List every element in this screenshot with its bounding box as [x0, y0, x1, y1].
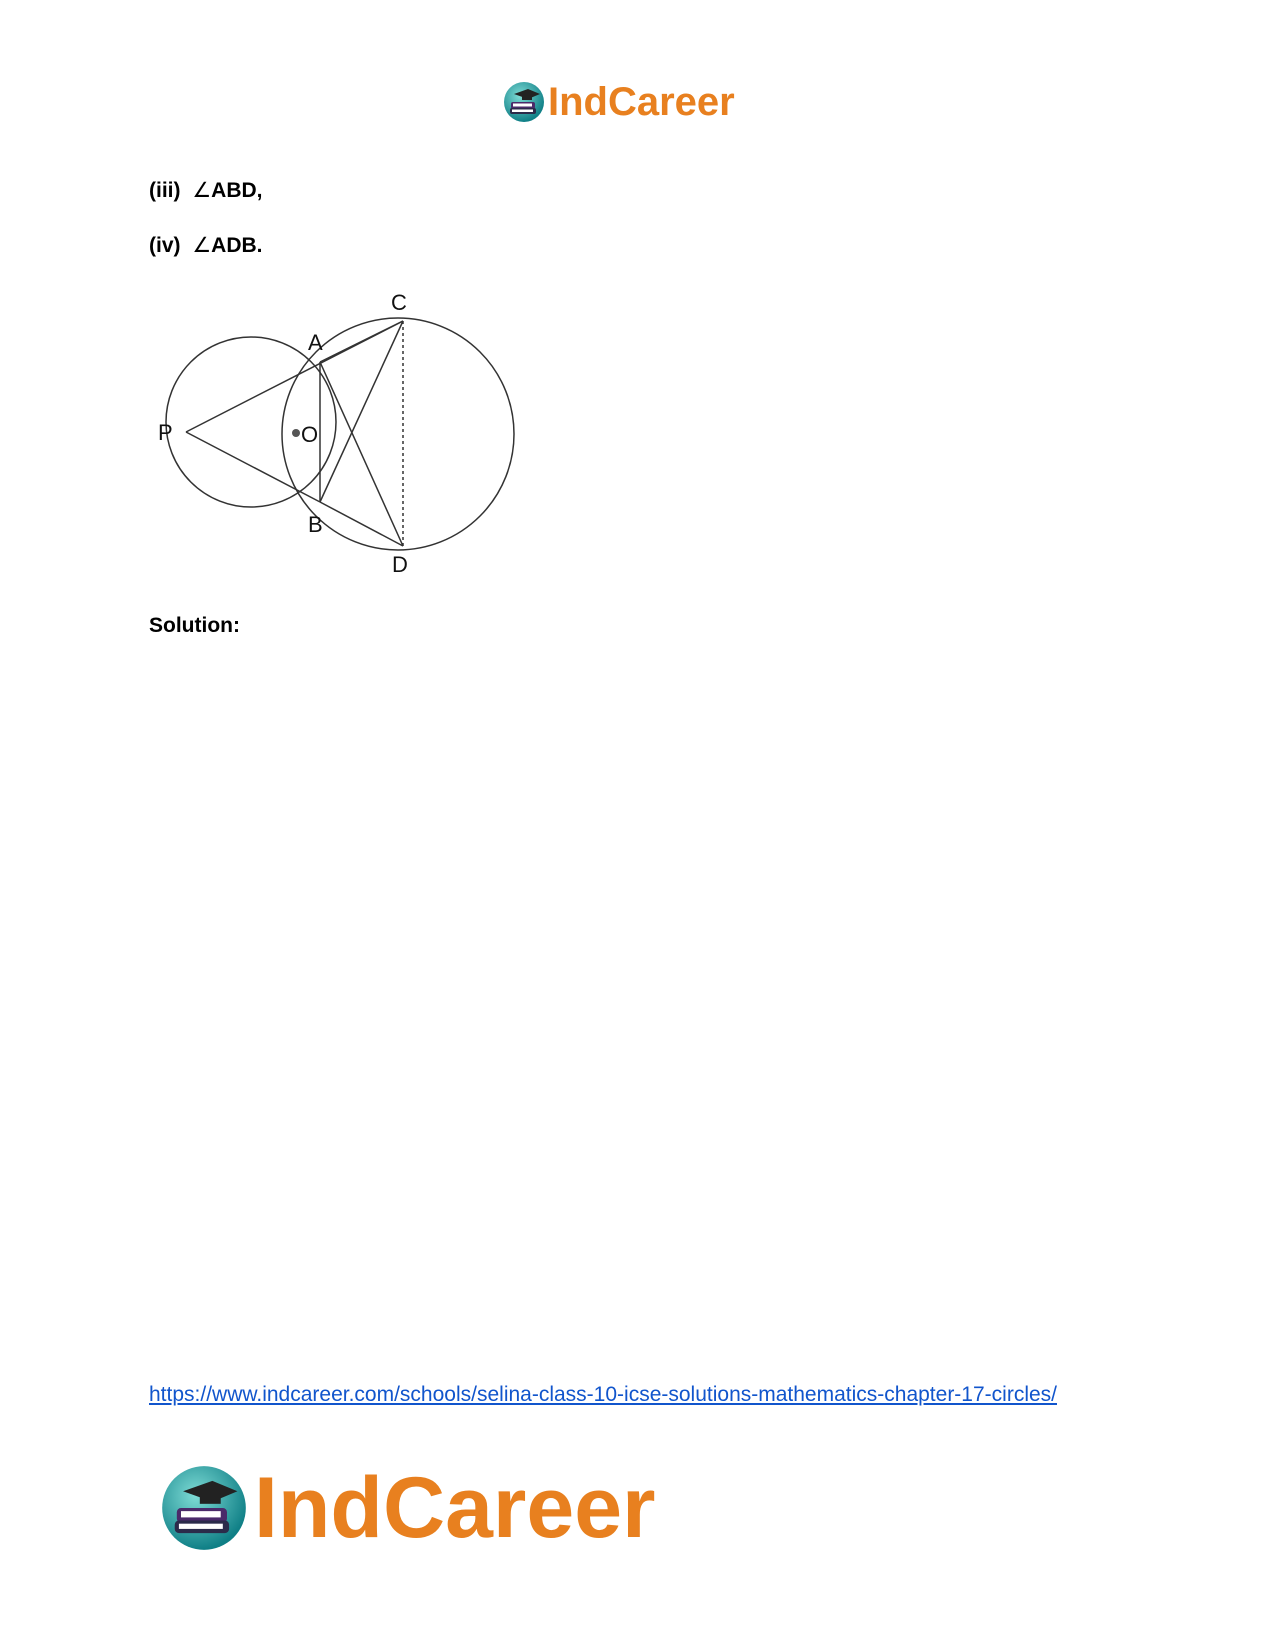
- question-iv: [149, 233, 263, 258]
- line-AD: [320, 362, 403, 546]
- line-PB: [186, 432, 320, 502]
- header-logo: [502, 78, 735, 126]
- line-BD: [320, 502, 403, 546]
- logo-globe-icon: [502, 80, 546, 124]
- angle-symbol: ∠: [192, 234, 212, 257]
- header-logo-text: IndCareer: [548, 80, 735, 124]
- label-A: A: [308, 330, 323, 355]
- line-AC: [320, 321, 403, 362]
- solution-heading: Solution:: [149, 614, 240, 637]
- question-text: ABD,: [211, 179, 263, 202]
- angle-symbol: ∠: [192, 179, 212, 202]
- logo-globe-icon: [158, 1462, 250, 1554]
- label-D: D: [392, 552, 408, 577]
- line-BC: [320, 321, 403, 502]
- diagram-svg: [148, 288, 528, 578]
- center-point-O: [292, 429, 300, 437]
- question-label: (iii): [149, 179, 181, 202]
- circles-diagram: [148, 288, 528, 583]
- label-P: P: [158, 420, 173, 445]
- label-O: O: [301, 422, 319, 447]
- question-iii: [149, 178, 263, 203]
- question-label: (iv): [149, 234, 181, 257]
- question-text: ADB.: [211, 234, 263, 257]
- label-C: C: [391, 290, 407, 315]
- footer-logo-text: IndCareer: [254, 1460, 656, 1556]
- footer-link[interactable]: https://www.indcareer.com/schools/selina-class-10-icse-solutions-mathematics-chapter-17-circles/: [149, 1383, 1057, 1406]
- label-B: B: [308, 512, 323, 537]
- footer-logo: [158, 1458, 656, 1558]
